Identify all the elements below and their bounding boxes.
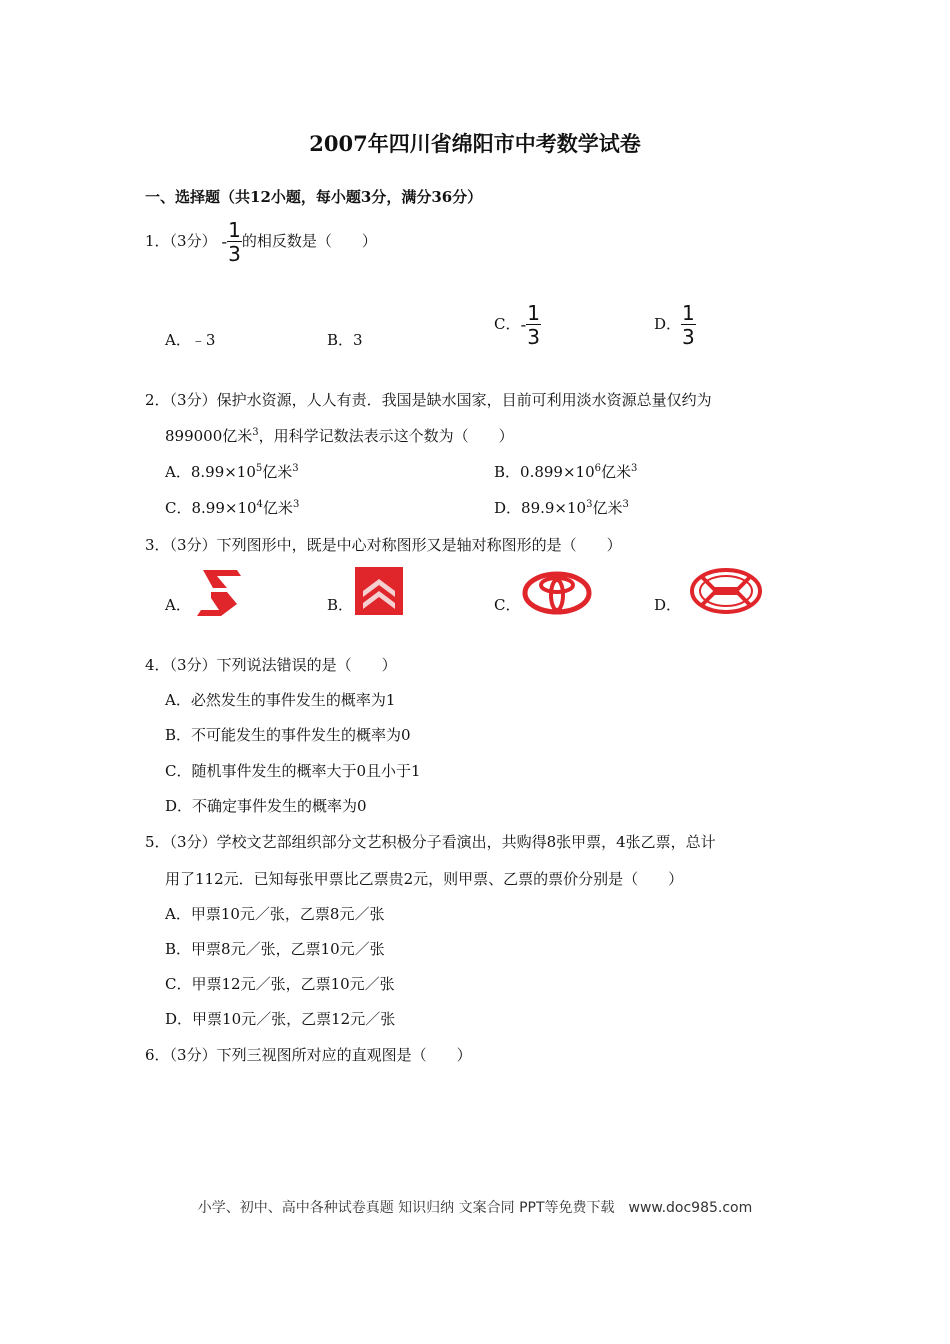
question-5: 5．（3分）学校文艺部组织部分文艺积极分子看演出，共购得8张甲票，4张乙票，总计	[145, 833, 716, 851]
option-c: C．甲票12元／张，乙票10元／张	[165, 975, 395, 993]
citroen-logo-icon	[355, 567, 403, 615]
footer-text: 小学、初中、高中各种试卷真题 知识归纳 文案合同 PPT等免费下载 www.doc985.com	[197, 1200, 753, 1216]
option-b: B．甲票8元／张，乙票10元／张	[165, 940, 385, 958]
option-d: D．$89.9\times 10^3$亿米$^3$	[494, 499, 629, 517]
fraction: $\frac{1}{3}$	[527, 301, 540, 349]
question-1	[145, 220, 377, 264]
page-title: 2007年四川省绵阳市中考数学试卷	[309, 131, 641, 156]
option-d-label: D．	[654, 596, 682, 614]
minus-sign: -	[221, 232, 228, 252]
option-a: A．﹣3	[165, 331, 216, 349]
question-3: 3．（3分）下列图形中，既是中心对称图形又是轴对称图形的是（ ）	[145, 536, 622, 554]
option-d: D．甲票10元／张，乙票12元／张	[165, 1010, 396, 1028]
question-number: 1．	[145, 232, 170, 250]
option-d: D．不确定事件发生的概率为0	[165, 797, 367, 815]
section-heading: 一、选择题（共12小题，每小题3分，满分36分）	[145, 188, 483, 206]
question-6: 6．（3分）下列三视图所对应的直观图是（ ）	[145, 1046, 472, 1064]
question-4: 4．（3分）下列说法错误的是（ ）	[145, 656, 397, 674]
option-a: A．必然发生的事件发生的概率为1	[165, 691, 396, 709]
suzuki-logo-icon	[193, 568, 245, 618]
option-c: C．随机事件发生的概率大于0且小于1	[165, 762, 421, 780]
toyota-logo-icon	[520, 570, 594, 616]
option-b: B．3	[327, 331, 363, 349]
question-stem: 的相反数是（ ）	[241, 232, 377, 250]
option-b-label: B．	[327, 596, 354, 614]
fraction: $\frac{1}{3}$	[228, 218, 241, 266]
hino-logo-icon	[688, 567, 764, 615]
question-5-line2: 用了112元．已知每张甲票比乙票贵2元，则甲票、乙票的票价分别是（ ）	[165, 870, 684, 888]
question-2: 2．（3分）保护水资源，人人有责．我国是缺水国家，目前可利用淡水资源总量仅约为	[145, 391, 712, 409]
option-b: B．不可能发生的事件发生的概率为0	[165, 726, 411, 744]
question-score: （3分）	[169, 232, 217, 250]
option-c-label: C．	[494, 596, 521, 614]
option-a-label: A．	[165, 596, 191, 614]
option-d: D． $\frac{1}{3}$	[654, 301, 695, 349]
option-b: B．$0.899\times 10^6$亿米$^3$	[494, 463, 638, 481]
question-2-line2: 899000亿米$^3$，用科学记数法表示这个数为（ ）	[165, 427, 514, 445]
option-a: A．甲票10元／张，乙票8元／张	[165, 905, 385, 923]
option-c: C．- $\frac{1}{3}$	[494, 301, 540, 349]
option-a: A．$8.99\times 10^5$亿米$^3$	[165, 463, 299, 481]
option-c: C．$8.99\times 10^4$亿米$^3$	[165, 499, 300, 517]
fraction: $\frac{1}{3}$	[682, 301, 695, 349]
